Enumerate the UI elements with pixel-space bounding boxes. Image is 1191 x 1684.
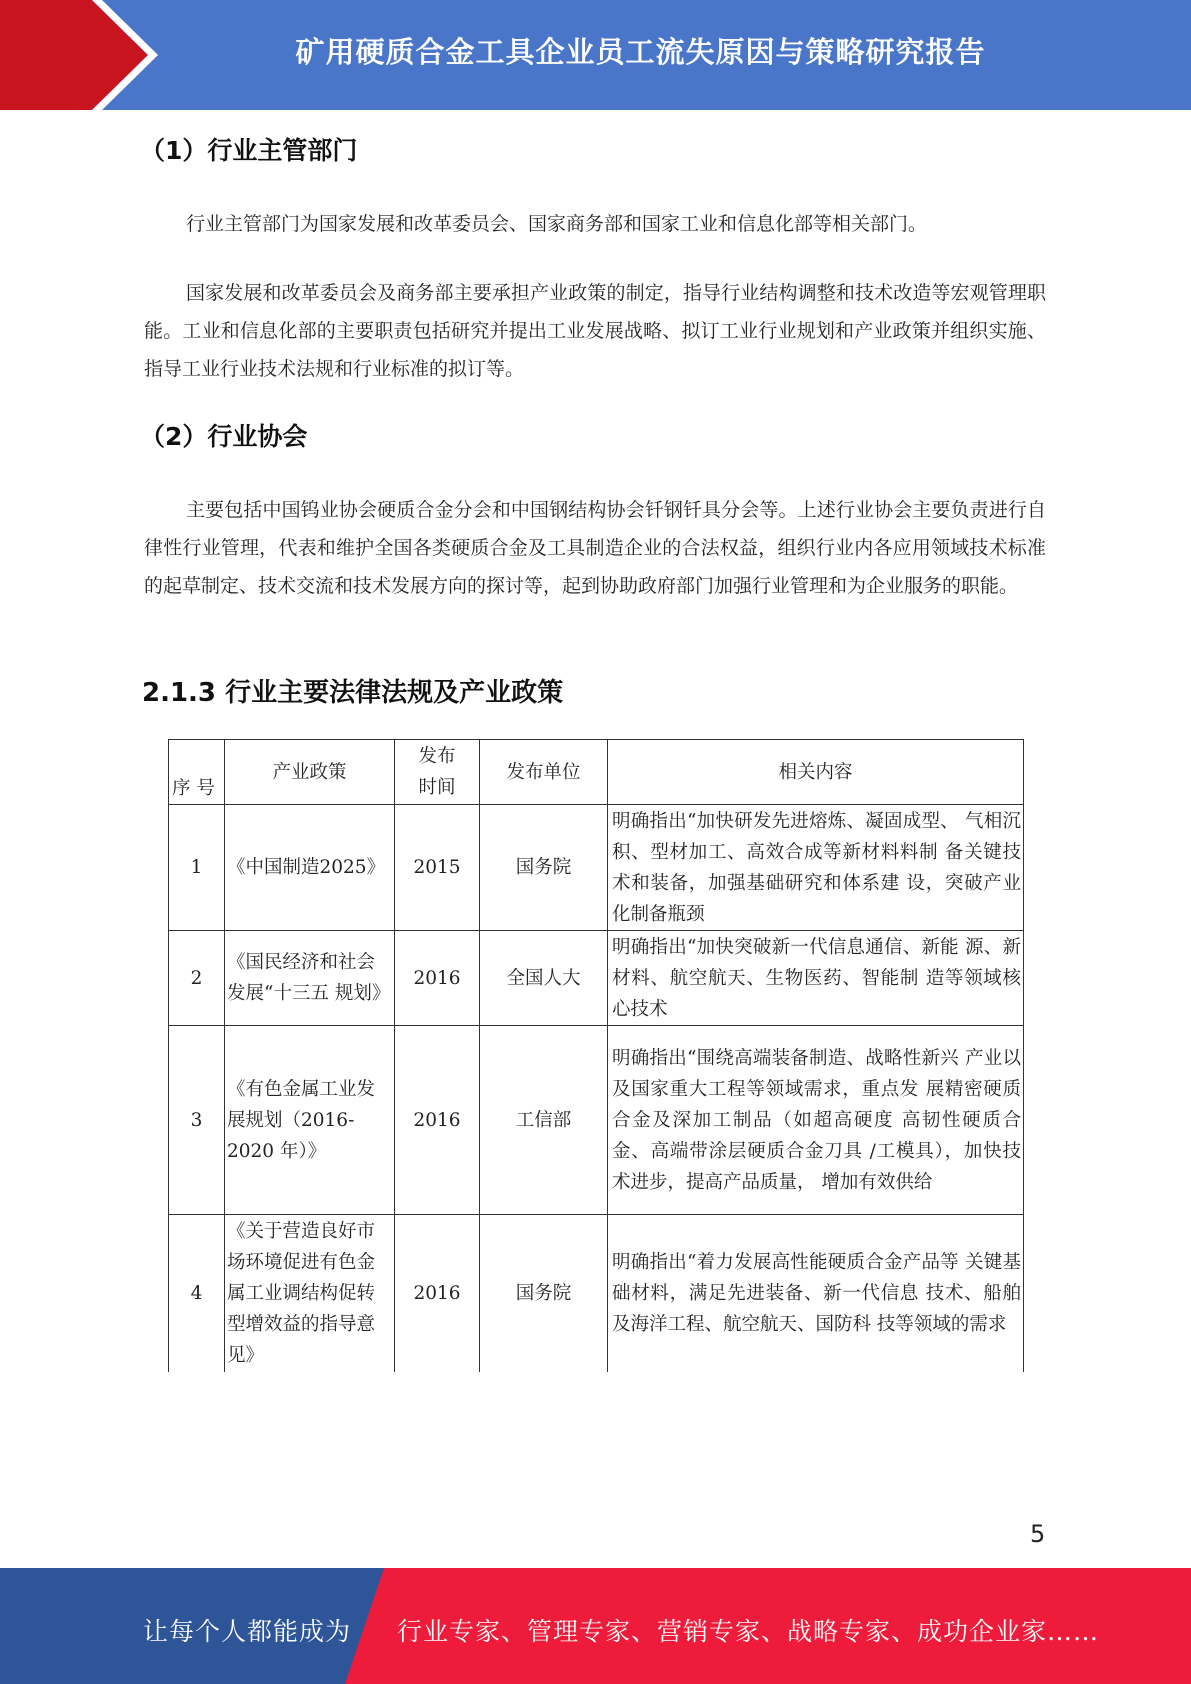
- footer-slogan-left: 让每个人都能成为: [143, 1617, 352, 1646]
- cell-time: 2015: [395, 805, 480, 931]
- policy-table: [168, 739, 1024, 1372]
- page-footer: [0, 1568, 1191, 1684]
- section-heading-authority: （1）行业主管部门: [140, 136, 358, 165]
- cell-time: 2016: [395, 931, 480, 1026]
- paragraph-authority-1: 行业主管部门为国家发展和改革委员会、国家商务部和国家工业和信息化部等相关部门。: [186, 213, 928, 235]
- section-heading-policies: 2.1.3 行业主要法律法规及产业政策: [142, 678, 564, 708]
- cell-no: 4: [169, 1215, 225, 1372]
- cell-content: 明确指出“围绕高端装备制造、战略性新兴 产业以及国家重大工程等领域需求，重点发 展精密硬质合金及深加工制品（如超高硬度 高韧性硬质合金、高端带涂层硬质合金刀具 /工模具），加快技术进步，提高产品质量， 增加有效供给: [608, 1026, 1024, 1215]
- cell-policy: 《关于营造良好市场环境促进有色金属工业调结构促转型增效益的指导意见》: [225, 1215, 395, 1372]
- table-row: [169, 931, 1024, 1026]
- cell-unit: 工信部: [480, 1026, 608, 1215]
- table-row: [169, 1215, 1024, 1372]
- cell-policy: 《中国制造2025》: [225, 805, 395, 931]
- cell-content: 明确指出“加快突破新一代信息通信、新能 源、新材料、航空航天、生物医药、智能制 造等领域核心技术: [608, 931, 1024, 1026]
- header-unit: 发布单位: [480, 740, 608, 805]
- cell-no: 3: [169, 1026, 225, 1215]
- cell-unit: 全国人大: [480, 931, 608, 1026]
- header-content: 相关内容: [608, 740, 1024, 805]
- section-heading-association: （2）行业协会: [140, 422, 308, 451]
- cell-unit: 国务院: [480, 805, 608, 931]
- cell-policy: 《有色金属工业发展规划（2016-2020 年）》: [225, 1026, 395, 1215]
- header-no: 序号: [169, 740, 225, 805]
- header-time: 发布时间: [395, 740, 480, 805]
- table-row: [169, 805, 1024, 931]
- header-title: 矿用硬质合金工具企业员工流失原因与策略研究报告: [295, 35, 986, 69]
- cell-policy: 《国民经济和社会发展“十三五 规划》: [225, 931, 395, 1026]
- table-header-row: [169, 740, 1024, 805]
- cell-no: 1: [169, 805, 225, 931]
- cell-time: 2016: [395, 1026, 480, 1215]
- page-number: 5: [1030, 1520, 1046, 1548]
- paragraph-authority-2: 国家发展和改革委员会及商务部主要承担产业政策的制定，指导行业结构调整和技术改造等宏观管理职能。工业和信息化部的主要职责包括研究并提出工业发展战略、拟订工业行业规划和产业政策并组织实施、指导工业行业技术法规和行业标准的拟订等。: [144, 282, 1046, 380]
- table-row: [169, 1026, 1024, 1215]
- cell-no: 2: [169, 931, 225, 1026]
- cell-content: 明确指出“加快研发先进熔炼、凝固成型、 气相沉积、型材加工、高效合成等新材料料制 备关键技术和装备，加强基础研究和体系建 设，突破产业化制备瓶颈: [608, 805, 1024, 931]
- cell-time: 2016: [395, 1215, 480, 1372]
- page-header: [0, 0, 1191, 110]
- cell-content: 明确指出“着力发展高性能硬质合金产品等 关键基础材料，满足先进装备、新一代信息 技术、船舶及海洋工程、航空航天、国防科 技等领域的需求: [608, 1215, 1024, 1372]
- footer-slogan-right: 行业专家、管理专家、营销专家、战略专家、成功企业家……: [397, 1617, 1100, 1646]
- paragraph-association-1: 主要包括中国钨业协会硬质合金分会和中国钢结构协会钎钢钎具分会等。上述行业协会主要负责进行自律性行业管理，代表和维护全国各类硬质合金及工具制造企业的合法权益，组织行业内各应用领域技术标准的起草制定、技术交流和技术发展方向的探讨等，起到协助政府部门加强行业管理和为企业服务的职能。: [144, 499, 1046, 597]
- cell-unit: 国务院: [480, 1215, 608, 1372]
- header-policy: 产业政策: [225, 740, 395, 805]
